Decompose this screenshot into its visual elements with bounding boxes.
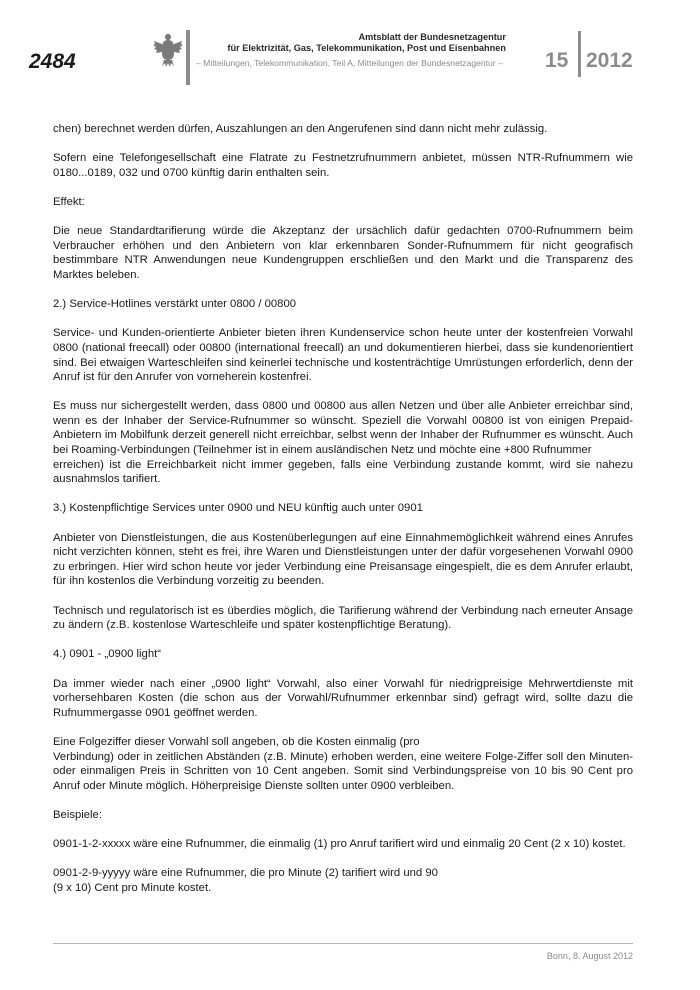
section-label: Effekt: <box>53 195 85 208</box>
paragraph: Sofern eine Telefongesellschaft eine Flatrate zu Festnetzrufnummern anbietet, müssen NTR-Rufnummern wie 0180...0189, 032 und 0700 künftig darin enthalten sein. <box>53 152 633 179</box>
issue-number: 15 <box>545 49 569 72</box>
section-heading: 4.) 0901 - „0900 light“ <box>53 648 162 661</box>
footer-date: Bonn, 8. August 2012 <box>546 951 633 961</box>
paragraph: Es muss nur sichergestellt werden, dass 0800 und 00800 aus allen Netzen und über alle Anbieter erreichbar sind, wenn es der Inhaber der Service-Rufnummer so wünscht. Speziell die Vorwahl 00800 ist von einigen Prepaid-Anbietern im Mobilfunk derzeit generell nicht erreichbar, selbst wenn der Inhaber der Rufnummer es wünscht. Auch bei Roaming-Verbindungen (Teilnehmer ist in einem ausländischen Netz und möchte eine +800 Rufnummer erreichen) ist die Erreichbarkeit nicht immer gegeben, falls eine Verbindung zustande kommt, wird sie nahezu ausnahmslos tarifiert. <box>53 400 633 486</box>
publication-title <box>190 32 506 54</box>
publication-title-line1: Amtsblatt der Bundesnetzagentur <box>358 32 506 42</box>
footer-divider <box>53 943 633 944</box>
federal-eagle-icon <box>152 32 184 68</box>
issue-divider <box>578 31 581 77</box>
paragraph: Da immer wieder nach einer „0900 light“ Vorwahl, also einer Vorwahl für niedrigpreisige Mehrwertdienste mit vorhersehbaren Kosten (die schon aus der Vorwahl/Rufnummer erkennbar sind) gefragt wird, sollte dazu die Rufnummergasse 0901 geöffnet werden. <box>53 677 633 719</box>
paragraph: 0901-1-2-xxxxx wäre eine Rufnummer, die einmalig (1) pro Anruf tarifiert wird und einmalig 20 Cent (2 x 10) kostet. <box>53 838 626 851</box>
issue-year: 2012 <box>586 49 633 72</box>
page-number: 2484 <box>29 50 76 73</box>
publication-title-line2: für Elektrizität, Gas, Telekommunikation, Post und Eisenbahnen <box>227 43 506 53</box>
paragraph: Die neue Standardtarifierung würde die Akzeptanz der ursächlich dafür gedachten 0700-Rufnummern beim Verbraucher erhöhen und den Anbietern von klar erkennbaren Sonder-Rufnummern für nicht geografisch bestimmbare NTR Anwendungen neue Kundengruppen erschließen und den Markt und die Transparenz des Marktes beleben. <box>53 225 633 281</box>
paragraph: Technisch und regulatorisch ist es überdies möglich, die Tarifierung während der Verbindung nach erneuter Ansage zu ändern (z.B. kostenlose Warteschleife und später kostenpflichtige Beratung). <box>53 604 633 632</box>
paragraph: chen) berechnet werden dürfen, Auszahlungen an den Angerufenen sind dann nicht mehr zulässig. <box>53 123 548 135</box>
paragraph: Service- und Kunden-orientierte Anbieter bieten ihren Kundenservice schon heute unter der kostenfreien Vorwahl 0800 (national freecall) oder 00800 (international freecall) an und dokumentieren hierbei, dass sie kundenorientiert sind. Bei etwaigen Warteschleifen sind keinerlei technische und kostenträchtige Umrüstungen erforderlich, denn der Anruf ist für den Anrufer von vorneherein kostenfrei. <box>53 327 633 384</box>
article-body <box>53 122 633 910</box>
section-heading: 2.) Service-Hotlines verstärkt unter 0800 / 00800 <box>53 298 297 311</box>
section-label: Beispiele: <box>53 808 102 821</box>
paragraph: 0901-2-9-yyyyy wäre eine Rufnummer, die pro Minute (2) tarifiert wird und 90 (9 x 10) Cent pro Minute kostet. <box>53 867 438 894</box>
paragraph: Eine Folgeziffer dieser Vorwahl soll angeben, ob die Kosten einmalig (pro Verbindung) oder in zeitlichen Abständen (z.B. Minute) erhoben werden, eine weitere Folge-Ziffer soll den Minuten- oder einmaligen Preis in Schritten von 10 Cent angeben. Somit sind Verbindungspreise von 10 bis 90 Cent pro Anruf oder Minute möglich. Höherpreisige Dienste sollten unter 0900 verbleiben. <box>53 735 633 792</box>
section-heading: 3.) Kostenpflichtige Services unter 0900 und NEU künftig auch unter 0901 <box>53 502 423 515</box>
publication-subtitle: – Mitteilungen, Telekommunikation, Teil A, Mitteilungen der Bundesnetzagentur – <box>196 58 503 68</box>
paragraph: Anbieter von Dienstleistungen, die aus Kostenüberlegungen auf eine Einnahmemöglichkeit während eines Anrufes nicht verzichten können, steht es frei, ihre Waren und Dienstleistungen unter der dafür vorgesehenen Vorwahl 0900 zu erbringen. Hier wird schon heute vor jeder Verbindung eine Preisansage eingespielt, die es dem Anrufer erlaubt, für ihn kostenlos die Verbindung vorzeitig zu beenden. <box>53 531 633 588</box>
